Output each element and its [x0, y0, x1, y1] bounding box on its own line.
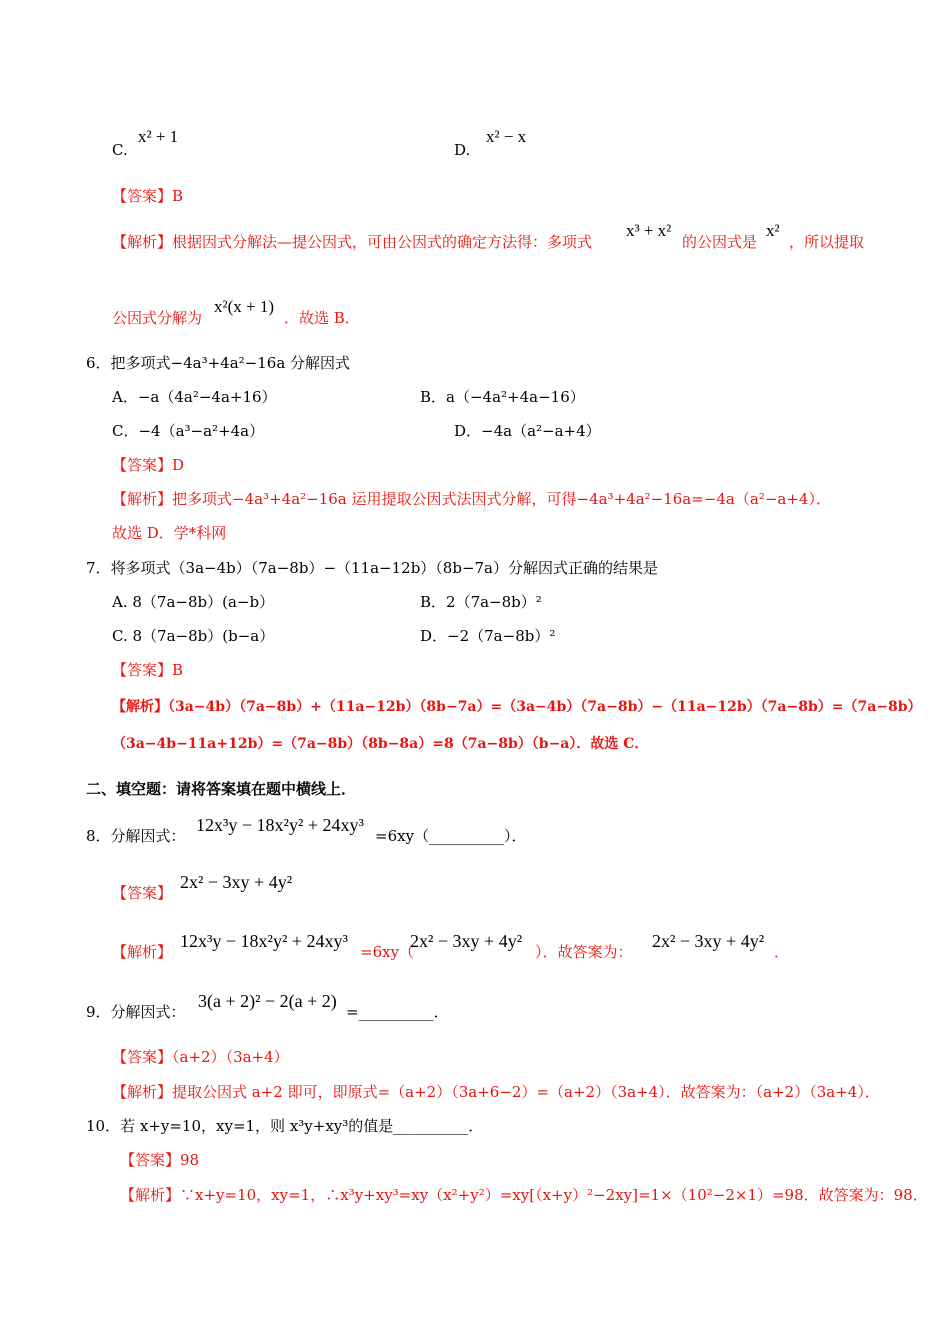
q8-analysis-math-1: 12x³y − 18x²y² + 24xy³: [180, 931, 348, 951]
answer-tag: 【答案】: [112, 187, 173, 205]
analysis-text: 提取公因式 a+2 即可，即原式=（a+2）（3a+6−2）=（a+2）（3a+4）．故答案为：（a+2）（3a+4）．: [172, 1083, 880, 1101]
analysis-tag: 【解析】: [112, 490, 173, 508]
q6-analysis-line1: [112, 488, 831, 510]
q8-analysis-text-3: ．: [774, 943, 790, 961]
q7-stem: 7．将多项式（3a−4b）（7a−8b）−（11a−12b）（8b−7a）分解因式正确的结果是: [86, 559, 659, 577]
q5-analysis-math-3: x²(x + 1): [214, 297, 275, 316]
analysis-text: ∵x+y=10，xy=1，∴x³y+xy³=xy（x²+y²）=xy[（x+y）²−2xy]=1×（10²−2×1）=98．故答案为：98．: [180, 1186, 928, 1204]
q5-analysis-math-1: x³ + x²: [626, 221, 672, 240]
q5-analysis-line1: [112, 231, 592, 253]
q8-analysis-math-3: 2x² − 3xy + 4y²: [652, 931, 765, 951]
analysis-tag: 【解析】: [112, 699, 168, 715]
q8-analysis-tag: 【解析】: [112, 943, 173, 961]
q8-analysis-math-2: 2x² − 3xy + 4y²: [410, 931, 523, 951]
q8-tail: =6xy（__________）．: [375, 827, 527, 845]
analysis-text: 把多项式−4a³+4a²−16a 运用提取公因式法因式分解，可得−4a³+4a²−16a=−4a（a²−a+4）．: [172, 490, 831, 508]
answer-tag: 【答案】: [112, 661, 173, 679]
q10-answer: [120, 1149, 199, 1171]
q7-option-b: B．2（7a−8b）²: [420, 593, 542, 611]
q5-option-d-math: x² − x: [486, 127, 527, 146]
q6-option-d: D．−4a（a²−a+4）: [454, 422, 601, 440]
q6-option-b: B．a（−4a²+4a−16）: [420, 388, 585, 406]
q5-option-c-label: C.: [112, 141, 128, 159]
analysis-tag: 【解析】: [112, 1083, 173, 1101]
q5-analysis-math-2: x²: [766, 221, 780, 240]
q5-analysis-text-3: ，所以提取: [789, 233, 865, 251]
section-heading: 二、填空题：请将答案填在题中横线上．: [86, 780, 357, 798]
q7-option-a: A. 8（7a−8b）(a−b）: [112, 593, 275, 611]
q6-option-c: C．−4（a³−a²+4a）: [112, 422, 265, 440]
q8-analysis-text-2: ）．故答案为：: [535, 943, 633, 961]
answer-value: B: [172, 661, 184, 679]
q8-label: 8．分解因式：: [86, 827, 186, 845]
answer-value: D: [172, 456, 185, 474]
answer-tag: 【答案】: [112, 1048, 173, 1066]
q7-answer: [112, 659, 183, 681]
q5-option-c-math: x² + 1: [138, 127, 179, 146]
q9-math: 3(a + 2)² − 2(a + 2): [198, 991, 337, 1011]
answer-tag: 【答案】: [112, 456, 173, 474]
q6-option-a: A．−a（4a²−4a+16）: [112, 388, 277, 406]
q9-tail: =__________．: [346, 1003, 449, 1021]
q5-option-d-label: D.: [454, 141, 471, 159]
q6-answer: [112, 454, 184, 476]
q5-analysis-text-5: ．故选 B．: [284, 309, 360, 327]
analysis-tag: 【解析】: [120, 1186, 181, 1204]
q10-stem: 10．若 x+y=10，xy=1，则 x³y+xy³的值是__________．: [86, 1117, 484, 1135]
q7-option-d: D．−2（7a−8b）²: [420, 627, 556, 645]
q5-analysis-text-2: 的公因式是: [682, 233, 758, 251]
analysis-tag: 【解析】: [112, 233, 173, 251]
q6-analysis-line2: 故选 D．学*科网: [112, 524, 227, 542]
q8-math: 12x³y − 18x²y² + 24xy³: [196, 815, 364, 835]
q5-analysis-text-4: 公因式分解为: [112, 309, 203, 327]
answer-tag: 【答案】: [120, 1151, 181, 1169]
analysis-text: （3a−4b）（7a−8b）+（11a−12b）（8b−7a）=（3a−4b）（7a−8b）−（11a−12b）（7a−8b）=（7a−8b）: [168, 699, 922, 715]
q10-analysis: [120, 1184, 928, 1206]
q7-option-c: C. 8（7a−8b）(b−a）: [112, 627, 275, 645]
q9-analysis: [112, 1081, 880, 1103]
q9-answer: [112, 1046, 289, 1068]
q9-label: 9．分解因式：: [86, 1003, 186, 1021]
analysis-text: 根据因式分解法—提公因式，可由公因式的确定方法得：多项式: [172, 233, 593, 251]
q8-analysis-text-1: =6xy（: [360, 943, 415, 961]
q7-analysis-line2: （3a−4b−11a+12b）=（7a−8b）（8b−8a）=8（7a−8b）（b−a）．故选 C．: [112, 736, 649, 752]
q8-answer-tag: 【答案】: [112, 884, 173, 902]
answer-value: （a+2）（3a+4）: [172, 1048, 289, 1066]
q6-stem: 6．把多项式−4a³+4a²−16a 分解因式: [86, 354, 351, 372]
q7-analysis-line1: [112, 696, 922, 718]
q5-answer: [112, 185, 183, 207]
answer-value: 98: [180, 1151, 200, 1169]
q8-answer-math: 2x² − 3xy + 4y²: [180, 872, 293, 892]
answer-value: B: [172, 187, 184, 205]
